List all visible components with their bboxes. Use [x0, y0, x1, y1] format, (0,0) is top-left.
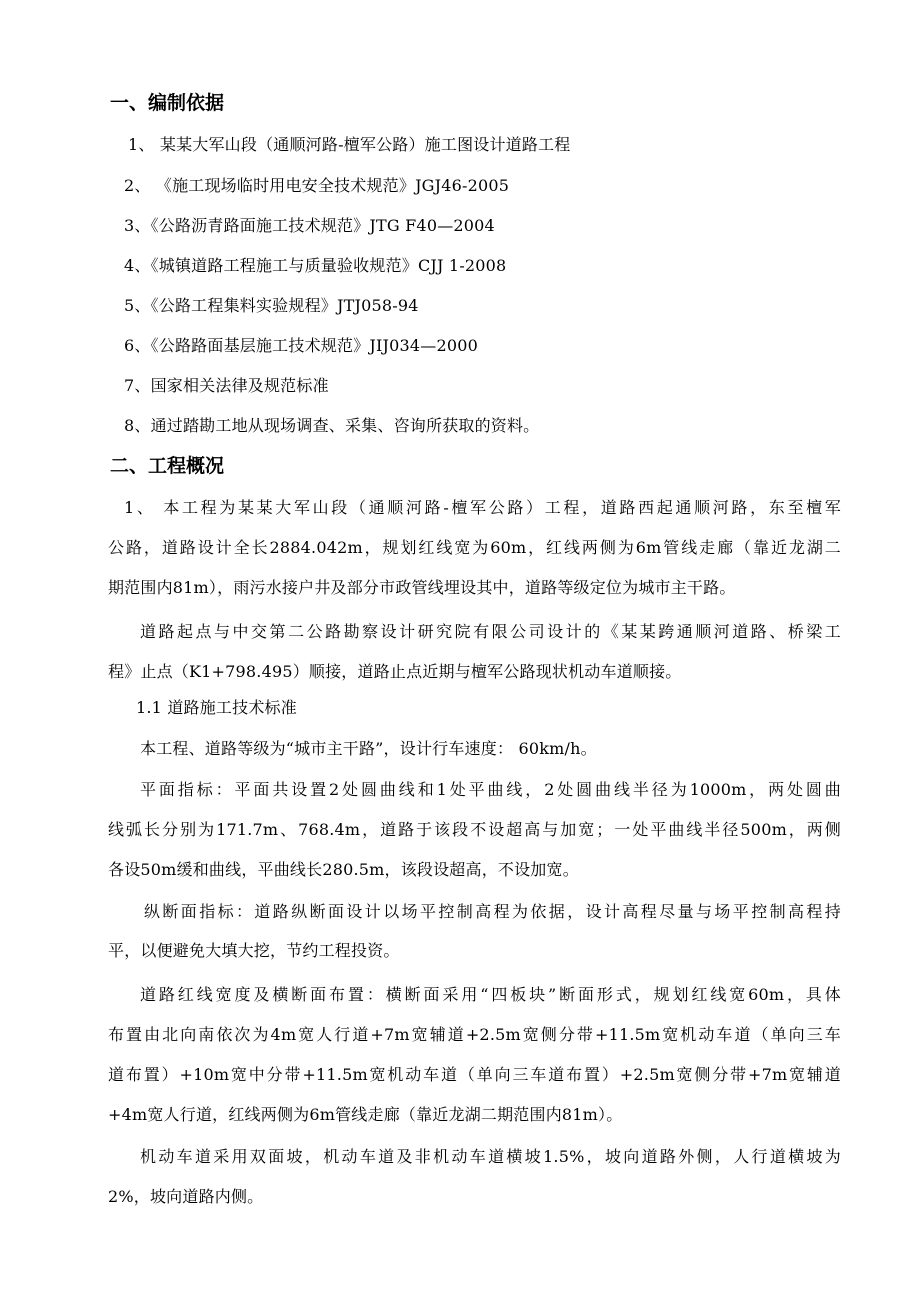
basis-item-7: 7、国家相关法律及规范标准 — [124, 376, 329, 395]
overview-p6-line-3: 道布置）+10m宽中分带+11.5m宽机动车道（单向三车道布置）+2.5m宽侧分带+7m宽辅道 — [108, 1065, 841, 1084]
overview-p5-line-1: 纵断面指标：道路纵断面设计以场平控制高程为依据，设计高程尽量与场平控制高程持 — [144, 902, 841, 921]
overview-p3-line-1: 本工程、道路等级为“城市主干路”，设计行车速度： 60km/h。 — [140, 739, 597, 758]
overview-p1-line-3: 期范围内81m），雨污水接户井及部分市政管线埋设其中，道路等级定位为城市主干路。 — [108, 578, 736, 597]
basis-item-2: 2、 《施工现场临时用电安全技术规范》JGJ46-2005 — [124, 176, 510, 195]
section-heading-project-overview: 二、工程概况 — [110, 455, 225, 477]
overview-p6-line-2: 布置由北向南依次为4m宽人行道+7m宽辅道+2.5m宽侧分带+11.5m宽机动车道（单向三车 — [108, 1025, 841, 1044]
overview-p4-line-3: 各设50m缓和曲线，平曲线长280.5m，该段设超高，不设加宽。 — [108, 860, 579, 879]
overview-p1-line-2: 公路，道路设计全长2884.042m，规划红线宽为60m，红线两侧为6m管线走廊（靠近龙湖二 — [108, 538, 841, 557]
overview-p6-line-4: +4m宽人行道，红线两侧为6m管线走廊（靠近龙湖二期范围内81m）。 — [108, 1105, 623, 1124]
overview-p4-line-2: 线弧长分别为171.7m、768.4m，道路于该段不设超高与加宽；一处平曲线半径500m，两侧 — [108, 820, 841, 839]
basis-item-1: 1、 某某大军山段（通顺河路-檀军公路）施工图设计道路工程 — [128, 135, 571, 154]
basis-item-3: 3、《公路沥青路面施工技术规范》JTG F40—2004 — [124, 216, 495, 235]
section-heading-compilation-basis: 一、编制依据 — [110, 92, 225, 114]
sub-heading-road-standards: 1.1 道路施工技术标准 — [136, 698, 297, 717]
basis-item-4: 4、《城镇道路工程施工与质量验收规范》CJJ 1-2008 — [124, 256, 507, 275]
overview-p6-line-1: 道路红线宽度及横断面布置：横断面采用“四板块”断面形式，规划红线宽60m，具体 — [140, 985, 841, 1004]
basis-item-6: 6、《公路路面基层施工技术规范》JIJ034—2000 — [124, 336, 478, 355]
overview-p5-line-2: 平，以便避免大填大挖，节约工程投资。 — [108, 941, 400, 960]
overview-p2-line-1: 道路起点与中交第二公路勘察设计研究院有限公司设计的《某某跨通顺河道路、桥梁工 — [140, 622, 841, 641]
overview-p1-line-1: 1、 本工程为某某大军山段（通顺河路-檀军公路）工程，道路西起通顺河路，东至檀军 — [124, 498, 841, 517]
overview-p4-line-1: 平面指标：平面共设置2处圆曲线和1处平曲线，2处圆曲线半径为1000m，两处圆曲 — [140, 780, 841, 799]
overview-p2-line-2: 程》止点（K1+798.495）顺接，道路止点近期与檀军公路现状机动车道顺接。 — [108, 662, 682, 681]
basis-item-5: 5、《公路工程集料实验规程》JTJ058-94 — [124, 296, 419, 315]
overview-p7-line-1: 机动车道采用双面坡，机动车道及非机动车道横坡1.5%，坡向道路外侧，人行道横坡为 — [140, 1147, 841, 1166]
overview-p7-line-2: 2%，坡向道路内侧。 — [108, 1187, 264, 1206]
basis-item-8: 8、通过踏勘工地从现场调查、采集、咨询所获取的资料。 — [124, 416, 540, 435]
